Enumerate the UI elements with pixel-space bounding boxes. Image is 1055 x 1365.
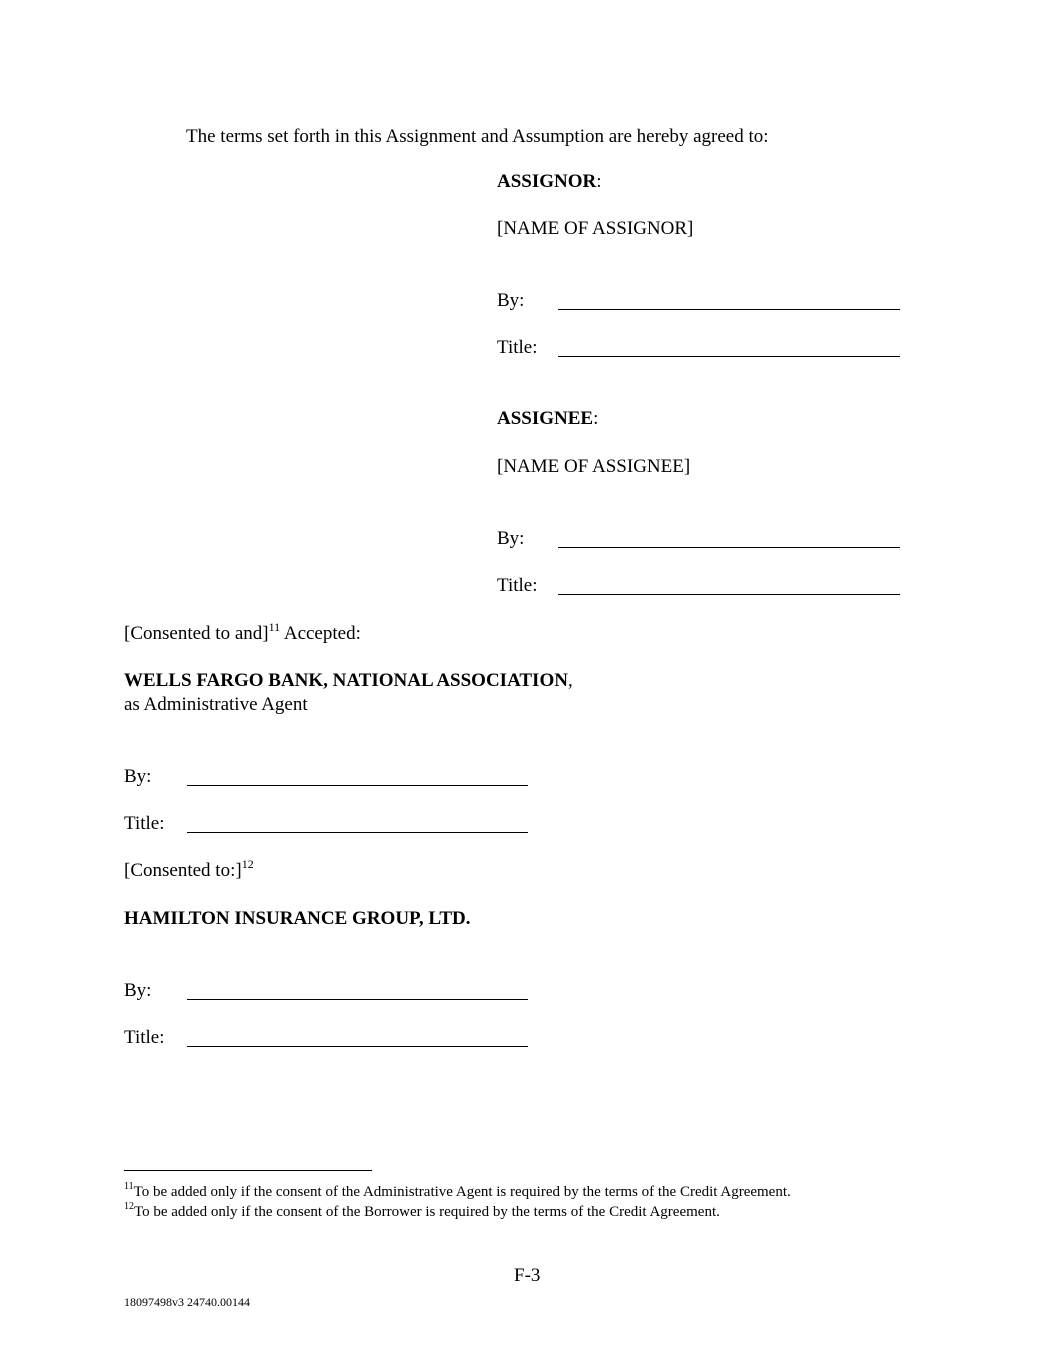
- borrower-by-signature-line[interactable]: [187, 999, 528, 1000]
- footnote-12: [124, 1202, 720, 1222]
- footnote-12-number: 12: [124, 1201, 134, 1212]
- borrower-title-label: Title:: [124, 1027, 165, 1048]
- borrower-consent-line: [124, 856, 254, 883]
- agent-title-signature-line[interactable]: [187, 832, 528, 833]
- agent-role: as Administrative Agent: [124, 694, 308, 715]
- assignee-by-signature-line[interactable]: [558, 547, 900, 548]
- footnote-ref-12[interactable]: 12: [241, 856, 254, 871]
- footnote-11-text: To be added only if the consent of the Administrative Agent is required by the terms of the Credit Agreement.: [133, 1184, 791, 1200]
- assignee-title-label: Title:: [497, 575, 538, 596]
- document-id: 18097498v3 24740.00144: [124, 1295, 250, 1309]
- assignee-title-signature-line[interactable]: [558, 594, 900, 595]
- footnote-11: [124, 1182, 791, 1202]
- footnote-separator: [124, 1170, 372, 1171]
- assignee-by-label: By:: [497, 528, 525, 549]
- borrower-by-label: By:: [124, 980, 152, 1001]
- agent-name-line: [124, 669, 573, 693]
- assignor-heading-label: ASSIGNOR: [497, 171, 597, 192]
- agent-name-comma: ,: [567, 670, 573, 691]
- assignor-title-signature-line[interactable]: [558, 356, 900, 357]
- assignor-heading: [497, 170, 602, 194]
- agent-by-label: By:: [124, 766, 152, 787]
- borrower-consent-prefix: [Consented to:]: [124, 860, 242, 881]
- assignee-heading-label: ASSIGNEE: [497, 408, 594, 429]
- assignor-name: [NAME OF ASSIGNOR]: [497, 218, 694, 239]
- assignor-by-label: By:: [497, 290, 525, 311]
- agent-consent-line: [124, 619, 361, 646]
- borrower-title-signature-line[interactable]: [187, 1046, 528, 1047]
- assignor-heading-colon: :: [596, 171, 602, 192]
- footnote-12-text: To be added only if the consent of the Borrower is required by the terms of the Credit Agreement.: [134, 1204, 720, 1220]
- intro-text: The terms set forth in this Assignment and Assumption are hereby agreed to:: [186, 126, 769, 147]
- assignor-by-signature-line[interactable]: [558, 309, 900, 310]
- assignee-heading-colon: :: [593, 408, 599, 429]
- agent-name: WELLS FARGO BANK, NATIONAL ASSOCIATION: [124, 670, 568, 691]
- borrower-name: HAMILTON INSURANCE GROUP, LTD.: [124, 908, 471, 929]
- assignor-title-label: Title:: [497, 337, 538, 358]
- assignee-name: [NAME OF ASSIGNEE]: [497, 456, 691, 477]
- footnote-ref-11[interactable]: 11: [268, 619, 281, 634]
- footnote-11-number: 11: [124, 1181, 134, 1192]
- agent-consent-suffix: Accepted:: [280, 623, 361, 644]
- assignee-heading: [497, 407, 598, 431]
- agent-consent-prefix: [Consented to and]: [124, 623, 269, 644]
- page-number: F-3: [514, 1265, 541, 1286]
- agent-title-label: Title:: [124, 813, 165, 834]
- agent-by-signature-line[interactable]: [187, 785, 528, 786]
